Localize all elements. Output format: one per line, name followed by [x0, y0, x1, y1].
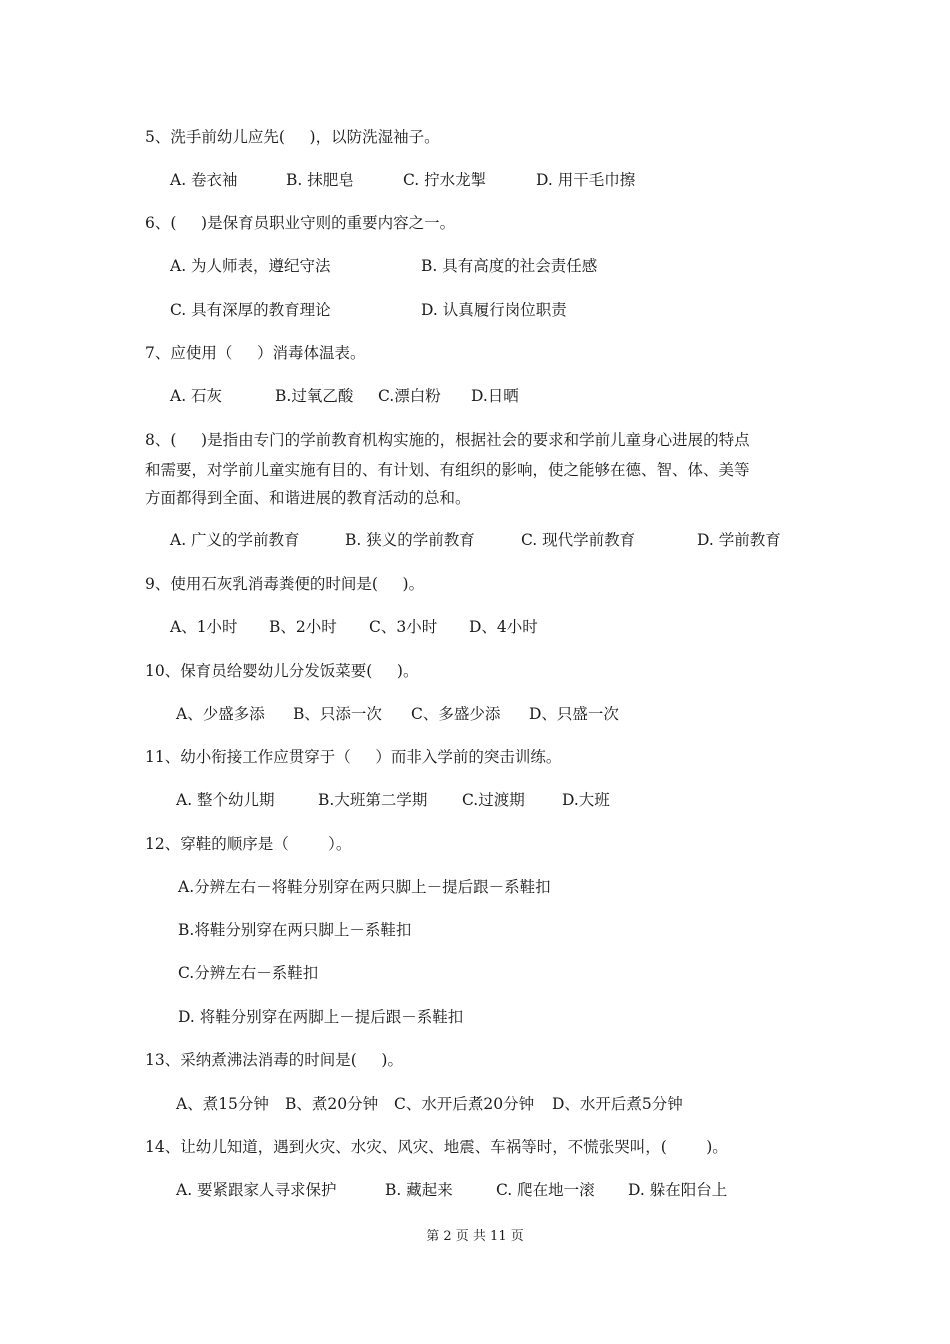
option: D. 用干毛巾擦	[536, 171, 636, 189]
option: C.分辨左右－系鞋扣	[178, 964, 319, 982]
option: B.大班第二学期	[318, 791, 428, 809]
option: D、水开后煮5分钟	[552, 1095, 683, 1113]
option: A. 广义的学前教育	[170, 531, 300, 549]
option: D. 学前教育	[697, 531, 781, 549]
question-stem: 10、保育员给婴幼儿分发饭菜要( )。	[145, 662, 419, 680]
question-stem-line: 和需要，对学前儿童实施有目的、有计划、有组织的影响，使之能够在德、智、体、美等	[145, 461, 750, 479]
option: D.日晒	[471, 387, 519, 405]
option: B. 具有高度的社会责任感	[421, 257, 598, 275]
option: B. 狭义的学前教育	[345, 531, 475, 549]
option: A、煮15分钟	[176, 1095, 269, 1113]
question-stem: 9、使用石灰乳消毒粪便的时间是( )。	[145, 575, 425, 593]
option: C. 爬在地一滚	[496, 1181, 595, 1199]
option: B、煮20分钟	[285, 1095, 379, 1113]
option: D. 认真履行岗位职责	[421, 301, 567, 319]
question-stem: 11、幼小衔接工作应贯穿于（ ）而非入学前的突击训练。	[145, 748, 562, 766]
option: C、多盛少添	[411, 705, 501, 723]
option: B. 抹肥皂	[286, 171, 354, 189]
option: C、3小时	[369, 618, 438, 636]
option: A.分辨左右－将鞋分别穿在两只脚上－提后跟－系鞋扣	[178, 878, 551, 896]
question-stem: 12、穿鞋的顺序是（ ）。	[145, 835, 352, 853]
option: D、只盛一次	[529, 705, 619, 723]
option: A. 卷衣袖	[170, 171, 238, 189]
option: A. 要紧跟家人寻求保护	[176, 1181, 337, 1199]
option: C. 具有深厚的教育理论	[170, 301, 331, 319]
option: C. 现代学前教育	[521, 531, 636, 549]
question-stem: 6、( )是保育员职业守则的重要内容之一。	[145, 214, 456, 232]
option: C.漂白粉	[378, 387, 441, 405]
option: A. 整个幼儿期	[176, 791, 275, 809]
option: C、水开后煮20分钟	[394, 1095, 535, 1113]
option: C. 拧水龙掣	[403, 171, 487, 189]
question-stem-line: 方面都得到全面、和谐进展的教育活动的总和。	[145, 489, 471, 507]
option: B、2小时	[269, 618, 337, 636]
option: D.大班	[562, 791, 610, 809]
option: B.将鞋分别穿在两只脚上－系鞋扣	[178, 921, 412, 939]
question-stem: 14、让幼儿知道，遇到火灾、水灾、风灾、地震、车祸等时，不慌张哭叫，( )。	[145, 1138, 728, 1156]
option: A. 为人师表，遵纪守法	[170, 257, 331, 275]
option: B、只添一次	[293, 705, 382, 723]
option: B. 藏起来	[385, 1181, 453, 1199]
option: A、少盛多添	[176, 705, 265, 723]
option: D. 躲在阳台上	[628, 1181, 728, 1199]
question-stem-line: 8、( )是指由专门的学前教育机构实施的，根据社会的要求和学前儿童身心进展的特点	[145, 431, 750, 449]
page-footer: 第 2 页 共 11 页	[426, 1229, 524, 1244]
question-stem: 5、洗手前幼儿应先( )，以防洗湿袖子。	[145, 128, 440, 146]
option: D. 将鞋分别穿在两脚上－提后跟－系鞋扣	[178, 1008, 464, 1026]
option: B.过氧乙酸	[275, 387, 354, 405]
option: C.过渡期	[462, 791, 525, 809]
option: A. 石灰	[170, 387, 223, 405]
option: D、4小时	[469, 618, 538, 636]
option: A、1小时	[170, 618, 238, 636]
question-stem: 7、应使用（ ）消毒体温表。	[145, 344, 366, 362]
question-stem: 13、采纳煮沸法消毒的时间是( )。	[145, 1051, 403, 1069]
